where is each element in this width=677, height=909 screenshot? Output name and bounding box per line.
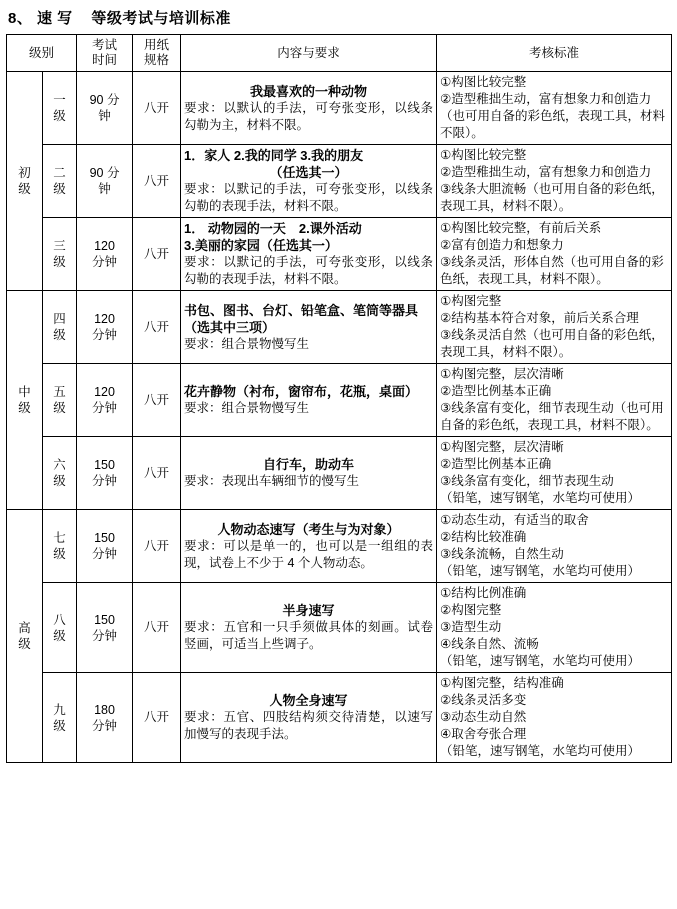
exam-time-line1: 150	[94, 531, 115, 545]
exam-time-cell	[77, 364, 133, 437]
content-title: （任选其一）	[269, 165, 348, 180]
criteria-line: ①构图完整，层次清晰	[440, 367, 564, 381]
level-group-label-line1: 初	[18, 166, 31, 180]
exam-time-line2: 分钟	[92, 474, 118, 488]
content-cell	[181, 72, 437, 145]
exam-time-line1: 150	[94, 458, 115, 472]
exam-time-line2: 分钟	[92, 255, 118, 269]
content-title: 半身速写	[282, 603, 335, 618]
criteria-line: ②构图完整	[440, 603, 502, 617]
level-cell	[43, 364, 77, 437]
level-label-line2: 级	[53, 401, 66, 415]
criteria-cell	[437, 510, 672, 583]
table-row	[7, 218, 672, 291]
exam-time-line1: 180	[94, 702, 115, 717]
level-label-line1: 七	[53, 531, 66, 545]
table-row	[7, 291, 672, 364]
criteria-line: ④线条自然、流畅	[440, 637, 539, 651]
criteria-line: ①构图完整，层次清晰	[440, 440, 564, 454]
header-exam-time-line2: 时间	[92, 53, 118, 67]
level-label-line2: 级	[53, 255, 66, 269]
criteria-line: ①构图比较完整	[440, 148, 527, 162]
paper-spec-value: 八开	[144, 173, 170, 188]
paper-spec-value: 八开	[144, 620, 170, 634]
paper-spec-cell	[133, 583, 181, 673]
table-row	[7, 72, 672, 145]
header-content-label: 内容与要求	[277, 45, 340, 60]
table-row	[7, 145, 672, 218]
criteria-line: ②造型比例基本正确	[440, 384, 552, 398]
paper-spec-cell	[133, 364, 181, 437]
criteria-line: ①结构比例准确	[440, 586, 527, 600]
level-label-line1: 三	[53, 239, 66, 253]
header-exam-time	[77, 35, 133, 72]
criteria-line: ①动态生动，有适当的取舍	[440, 513, 589, 527]
content-title: 我最喜欢的一种动物	[250, 83, 368, 99]
paper-spec-cell	[133, 218, 181, 291]
content-requirement: 要求：以默记的手法，可夸张变形，以线条勾勒的表现手法，材料不限。	[184, 255, 434, 286]
criteria-line: ②富有创造力和想象力	[440, 238, 564, 252]
exam-time-line1: 120	[94, 385, 115, 399]
content-requirement: 要求：组合景物慢写生	[184, 401, 310, 415]
exam-time-line2: 钟	[98, 182, 111, 196]
criteria-cell	[437, 437, 672, 510]
level-cell	[43, 145, 77, 218]
criteria-line: ②造型稚拙生动，富有想象力和创造力（也可用自备的彩色纸，表现工具，材料不限）。	[440, 92, 666, 140]
content-cell	[181, 510, 437, 583]
header-paper-spec-line1: 用纸	[144, 38, 170, 52]
exam-time-line2: 分钟	[92, 401, 118, 415]
level-label-line2: 级	[53, 474, 66, 488]
paper-spec-value: 八开	[144, 392, 170, 407]
level-label-line2: 级	[53, 328, 66, 342]
table-row	[7, 510, 672, 583]
exam-time-line1: 120	[94, 239, 115, 253]
exam-time-cell	[77, 291, 133, 364]
criteria-line: ③线条大胆流畅（也可用自备的彩色纸，表现工具，材料不限）。	[440, 182, 664, 213]
content-cell	[181, 437, 437, 510]
content-title: 花卉静物（衬布，窗帘布，花瓶，桌面）	[184, 384, 419, 399]
content-requirement: 要求：以默认的手法，可夸张变形，以线条勾勒为主，材料不限。	[184, 100, 434, 132]
content-requirement: 要求：五官、四肢结构须交待清楚，以速写加慢写的表现手法。	[184, 710, 434, 741]
header-criteria-label: 考核标准	[529, 45, 580, 60]
criteria-cell	[437, 364, 672, 437]
paper-spec-value: 八开	[144, 246, 170, 261]
criteria-line: ③造型生动	[440, 620, 502, 634]
header-level	[7, 35, 77, 72]
criteria-line: ①构图完整	[440, 294, 502, 308]
criteria-cell	[437, 145, 672, 218]
paper-spec-cell	[133, 673, 181, 763]
criteria-cell	[437, 72, 672, 145]
content-cell	[181, 145, 437, 218]
criteria-line: ③动态生动自然	[440, 710, 527, 724]
paper-spec-value: 八开	[144, 538, 170, 553]
level-group-label-line2: 级	[18, 182, 31, 196]
level-label-line1: 一	[53, 93, 66, 107]
criteria-line: （铅笔，速写钢笔，水笔均可使用）	[440, 491, 641, 505]
content-cell	[181, 583, 437, 673]
exam-time-cell	[77, 673, 133, 763]
level-group-label-line2: 级	[18, 637, 31, 651]
paper-spec-cell	[133, 510, 181, 583]
criteria-cell	[437, 218, 672, 291]
level-group-cell	[7, 72, 43, 291]
criteria-line: ②结构基本符合对象，前后关系合理	[440, 311, 639, 325]
page-title: 8、 速 写 等级考试与培训标准	[8, 10, 231, 27]
content-cell	[181, 673, 437, 763]
level-cell	[43, 218, 77, 291]
exam-time-line2: 分钟	[92, 628, 118, 643]
level-cell	[43, 437, 77, 510]
paper-spec-cell	[133, 291, 181, 364]
content-title: 书包、图书、台灯、铅笔盒、笔筒等器具（选其中三项）	[184, 302, 419, 335]
table-body	[7, 72, 672, 763]
table-row	[7, 673, 672, 763]
content-requirement: 要求：可以是单一的，也可以是一组组的表现，试卷上不少于 4 个人物动态。	[184, 538, 434, 570]
header-paper-spec-line2: 规格	[144, 53, 170, 67]
level-cell	[43, 291, 77, 364]
paper-spec-value: 八开	[144, 100, 170, 115]
criteria-line: ①构图完整，结构准确	[440, 676, 564, 690]
criteria-line: ③线条富有变化，细节表现生动（也可用自备的彩色纸，表现工具，材料不限）。	[440, 401, 664, 432]
exam-time-cell	[77, 583, 133, 673]
level-cell	[43, 72, 77, 145]
criteria-cell	[437, 291, 672, 364]
level-label-line1: 九	[53, 702, 66, 717]
content-title: 人物全身速写	[269, 693, 348, 708]
criteria-line: ③线条富有变化，细节表现生动	[440, 474, 614, 488]
paper-spec-value: 八开	[144, 710, 170, 724]
criteria-line: ③线条灵活，形体自然（也可用自备的彩色纸，表现工具，材料不限）。	[440, 255, 664, 286]
level-label-line2: 级	[53, 109, 66, 123]
paper-spec-cell	[133, 72, 181, 145]
level-cell	[43, 583, 77, 673]
content-title: 1． 动物园的一天 2.课外活动	[184, 221, 362, 236]
content-requirement: 要求：五官和一只手须做具体的刻画。试卷竖画，可适当上些调子。	[184, 620, 434, 651]
paper-spec-cell	[133, 145, 181, 218]
criteria-line: （铅笔，速写钢笔，水笔均可使用）	[440, 564, 641, 578]
level-cell	[43, 510, 77, 583]
criteria-line: ③线条灵活自然（也可用自备的彩色纸，表现工具，材料不限）。	[440, 328, 664, 359]
exam-time-cell	[77, 145, 133, 218]
criteria-line: ②线条灵活多变	[440, 693, 527, 707]
level-label-line1: 八	[53, 612, 66, 627]
level-group-label-line2: 级	[18, 401, 31, 415]
content-cell	[181, 291, 437, 364]
exam-time-line1: 90 分	[89, 166, 120, 180]
criteria-cell	[437, 673, 672, 763]
content-title: 人物动态速写（考生与为对象）	[217, 521, 400, 537]
level-label-line2: 级	[53, 182, 66, 196]
level-group-label-line1: 高	[18, 621, 31, 635]
paper-spec-value: 八开	[144, 465, 170, 480]
content-requirement: 要求：以默记的手法，可夸张变形，以线条勾勒的表现手法，材料不限。	[184, 182, 434, 213]
exam-time-line1: 150	[94, 612, 115, 627]
exam-time-line2: 分钟	[92, 328, 118, 342]
content-cell	[181, 364, 437, 437]
level-group-cell	[7, 510, 43, 763]
header-paper-spec	[133, 35, 181, 72]
level-label-line1: 二	[53, 166, 66, 180]
paper-spec-value: 八开	[144, 319, 170, 334]
level-group-cell	[7, 291, 43, 510]
exam-time-line2: 分钟	[92, 547, 118, 561]
level-cell	[43, 673, 77, 763]
exam-time-line2: 分钟	[92, 718, 118, 733]
table-header	[7, 35, 672, 72]
criteria-line: ④取舍夸张合理	[440, 727, 527, 741]
content-title: 3.美丽的家园（任选其一）	[184, 238, 338, 253]
table-row	[7, 583, 672, 673]
header-row	[7, 35, 672, 72]
level-label-line2: 级	[53, 718, 66, 733]
exam-time-line2: 钟	[98, 109, 111, 123]
level-label-line2: 级	[53, 547, 66, 561]
level-label-line1: 五	[53, 385, 66, 399]
content-requirement: 要求：表现出车辆细节的慢写生	[184, 474, 360, 488]
exam-time-line1: 120	[94, 312, 115, 326]
table-row	[7, 364, 672, 437]
table-row	[7, 437, 672, 510]
criteria-line: ③线条流畅，自然生动	[440, 547, 564, 561]
header-criteria	[437, 35, 672, 72]
grading-standards-table	[6, 34, 672, 763]
content-title: 1．家人 2.我的同学 3.我的朋友	[184, 148, 364, 163]
level-label-line2: 级	[53, 628, 66, 643]
criteria-line: ①构图比较完整	[440, 75, 527, 89]
header-level-label: 级别	[29, 45, 55, 60]
criteria-line: ①构图比较完整，有前后关系	[440, 221, 602, 235]
exam-time-line1: 90 分	[89, 93, 120, 107]
criteria-line: ②造型稚拙生动，富有想象力和创造力	[440, 165, 652, 179]
exam-time-cell	[77, 437, 133, 510]
header-content	[181, 35, 437, 72]
criteria-cell	[437, 583, 672, 673]
paper-spec-cell	[133, 437, 181, 510]
content-requirement: 要求：组合景物慢写生	[184, 336, 310, 351]
criteria-line: （铅笔，速写钢笔，水笔均可使用）	[440, 744, 641, 758]
level-label-line1: 四	[53, 312, 66, 326]
content-cell	[181, 218, 437, 291]
exam-time-cell	[77, 218, 133, 291]
criteria-line: （铅笔，速写钢笔，水笔均可使用）	[440, 654, 641, 668]
content-title: 自行车，助动车	[263, 457, 355, 472]
level-group-label-line1: 中	[18, 385, 31, 399]
exam-time-cell	[77, 510, 133, 583]
criteria-line: ②结构比较准确	[440, 530, 527, 544]
criteria-line: ②造型比例基本正确	[440, 457, 552, 471]
header-exam-time-line1: 考试	[92, 38, 118, 52]
exam-time-cell	[77, 72, 133, 145]
level-label-line1: 六	[53, 458, 66, 472]
